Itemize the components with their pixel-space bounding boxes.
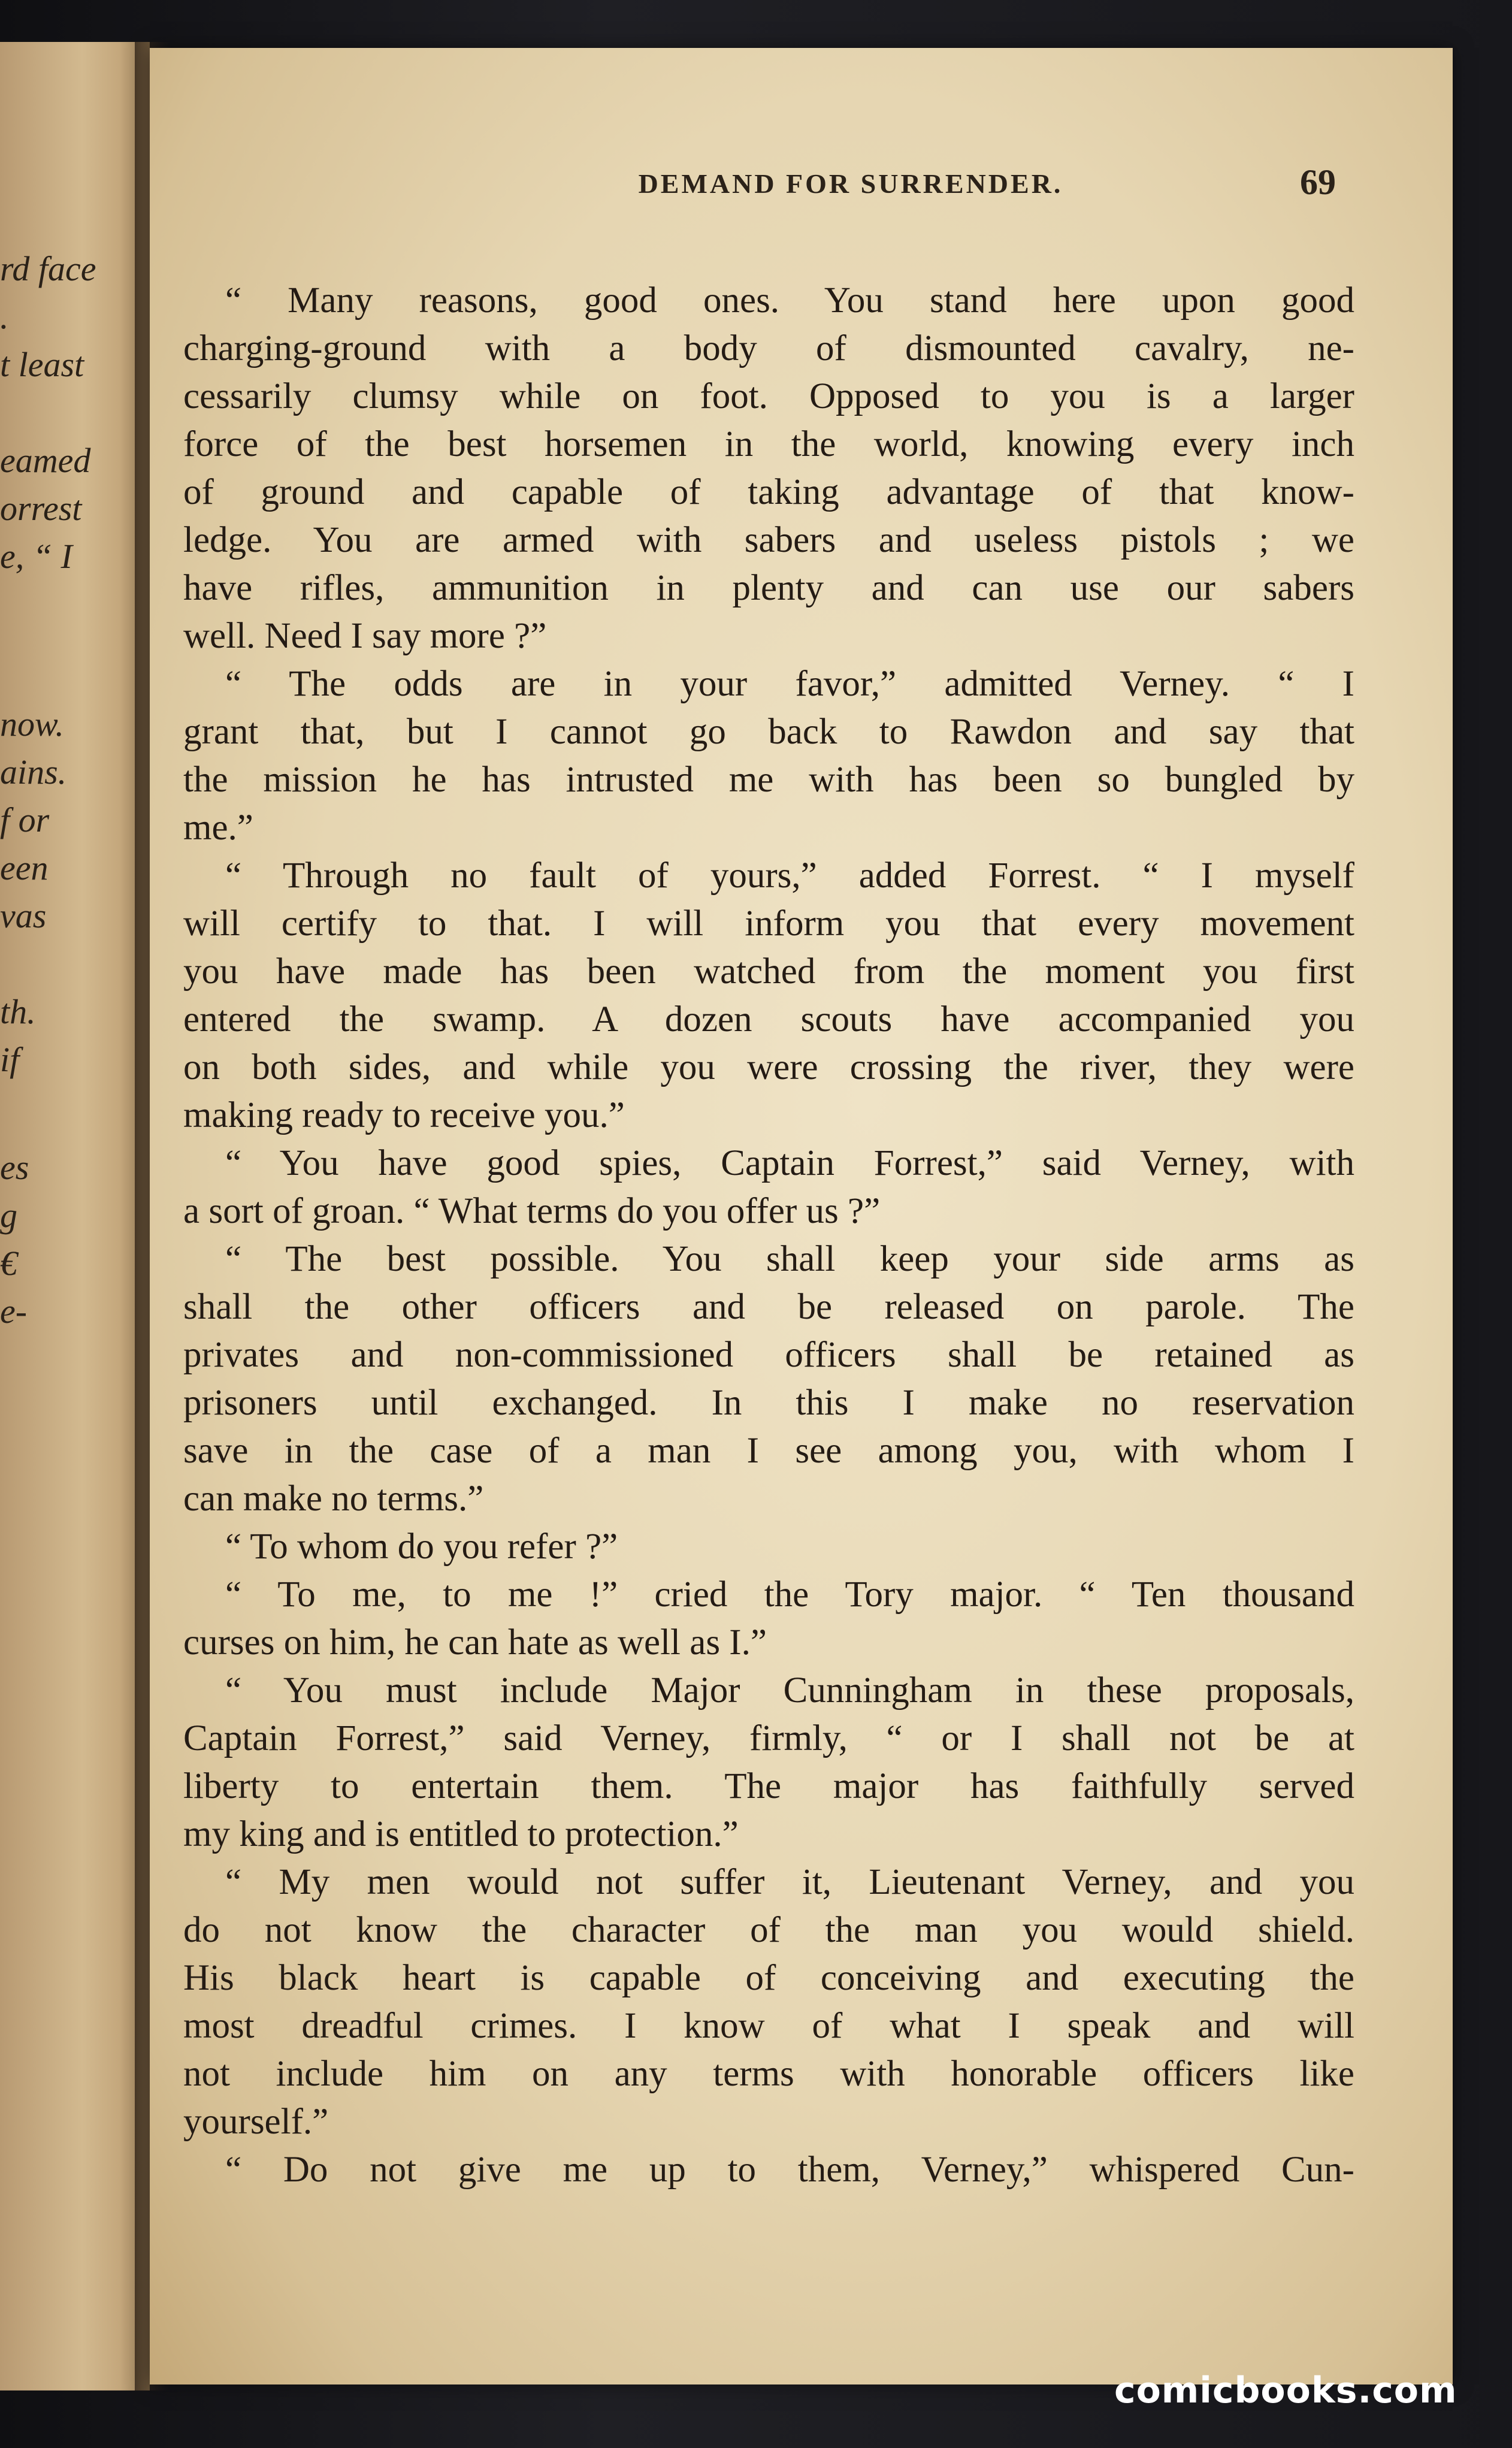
text-line: ledge. You are armed with sabers and useless pistols ; we xyxy=(183,520,1354,560)
left-facing-page xyxy=(0,42,150,2390)
text-line: not include him on any terms with honorable officers like xyxy=(183,2054,1354,2094)
left-page-fragment: eamed xyxy=(0,441,91,480)
text-line: shall the other officers and be released on parole. The xyxy=(183,1287,1354,1327)
left-page-fragment: g xyxy=(0,1196,17,1235)
left-page-fragment: ains. xyxy=(0,752,67,791)
text-line: “ You must include Major Cunningham in these proposals, xyxy=(225,1670,1354,1710)
page-number: 69 xyxy=(1300,162,1336,202)
text-line: liberty to entertain them. The major has faithfully served xyxy=(183,1766,1354,1806)
left-page-fragment: . xyxy=(0,297,9,336)
text-line: me.” xyxy=(183,808,253,848)
text-line: privates and non-commissioned officers shall be retained as xyxy=(183,1335,1354,1375)
text-line: “ Do not give me up to them, Verney,” whispered Cun- xyxy=(225,2150,1354,2190)
text-line: the mission he has intrusted me with has been so bungled by xyxy=(183,760,1354,800)
text-line: of ground and capable of taking advantage of that know- xyxy=(183,472,1354,512)
site-watermark: comicbooks.com xyxy=(1114,2370,1457,2411)
left-page-fragment: th. xyxy=(0,992,36,1031)
left-page-fragment: now. xyxy=(0,705,64,744)
left-page-fragment: € xyxy=(0,1244,17,1283)
text-line: my king and is entitled to protection.” xyxy=(183,1814,739,1854)
text-line: curses on him, he can hate as well as I.” xyxy=(183,1622,767,1663)
text-line: “ My men would not suffer it, Lieutenant Verney, and you xyxy=(225,1862,1354,1902)
text-line: “ To whom do you refer ?” xyxy=(225,1527,618,1567)
left-page-fragment: vas xyxy=(0,896,47,935)
text-line: yourself.” xyxy=(183,2102,329,2142)
text-line: do not know the character of the man you would shield. xyxy=(183,1910,1354,1950)
text-line: charging-ground with a body of dismounted cavalry, ne- xyxy=(183,328,1354,368)
text-line: making ready to receive you.” xyxy=(183,1095,625,1135)
book-page xyxy=(150,48,1453,2384)
text-line: you have made has been watched from the moment you first xyxy=(183,951,1354,992)
running-head: DEMAND FOR SURRENDER. xyxy=(638,168,1063,199)
text-line: entered the swamp. A dozen scouts have accompanied you xyxy=(183,999,1354,1039)
left-page-fragment: e- xyxy=(0,1292,28,1331)
left-page-fragment: f or xyxy=(0,800,50,839)
left-page-fragment: e, “ I xyxy=(0,537,72,576)
left-page-fragment: if xyxy=(0,1040,20,1079)
text-line: “ The best possible. You shall keep your side arms as xyxy=(225,1239,1354,1279)
text-line: force of the best horsemen in the world, knowing every inch xyxy=(183,424,1354,464)
left-page-fragment: orrest xyxy=(0,489,82,528)
text-line: a sort of groan. “ What terms do you offer us ?” xyxy=(183,1191,881,1231)
left-page-fragment: t least xyxy=(0,345,84,384)
left-page-fragment: rd face xyxy=(0,249,96,288)
text-line: “ The odds are in your favor,” admitted Verney. “ I xyxy=(225,664,1354,704)
text-line: will certify to that. I will inform you that every movement xyxy=(183,903,1354,944)
text-line: save in the case of a man I see among you, with whom I xyxy=(183,1431,1354,1471)
text-line: cessarily clumsy while on foot. Opposed to you is a larger xyxy=(183,376,1354,416)
text-line: have rifles, ammunition in plenty and can use our sabers xyxy=(183,568,1354,608)
text-line: “ Many reasons, good ones. You stand here upon good xyxy=(225,280,1354,321)
text-line: well. Need I say more ?” xyxy=(183,616,547,656)
text-line: His black heart is capable of conceiving and executing the xyxy=(183,1958,1354,1998)
text-line: “ You have good spies, Captain Forrest,” said Verney, with xyxy=(225,1143,1354,1183)
text-line: Captain Forrest,” said Verney, firmly, “ or I shall not be at xyxy=(183,1718,1354,1758)
text-line: “ Through no fault of yours,” added Forrest. “ I myself xyxy=(225,856,1354,896)
left-page-fragment: es xyxy=(0,1148,29,1187)
text-line: “ To me, to me !” cried the Tory major. “ Ten thousand xyxy=(225,1574,1354,1615)
text-line: most dreadful crimes. I know of what I speak and will xyxy=(183,2006,1354,2046)
text-line: can make no terms.” xyxy=(183,1479,484,1519)
text-line: on both sides, and while you were crossing the river, they were xyxy=(183,1047,1354,1087)
text-line: grant that, but I cannot go back to Rawdon and say that xyxy=(183,712,1354,752)
left-page-fragment: een xyxy=(0,848,49,887)
text-line: prisoners until exchanged. In this I make no reservation xyxy=(183,1383,1354,1423)
